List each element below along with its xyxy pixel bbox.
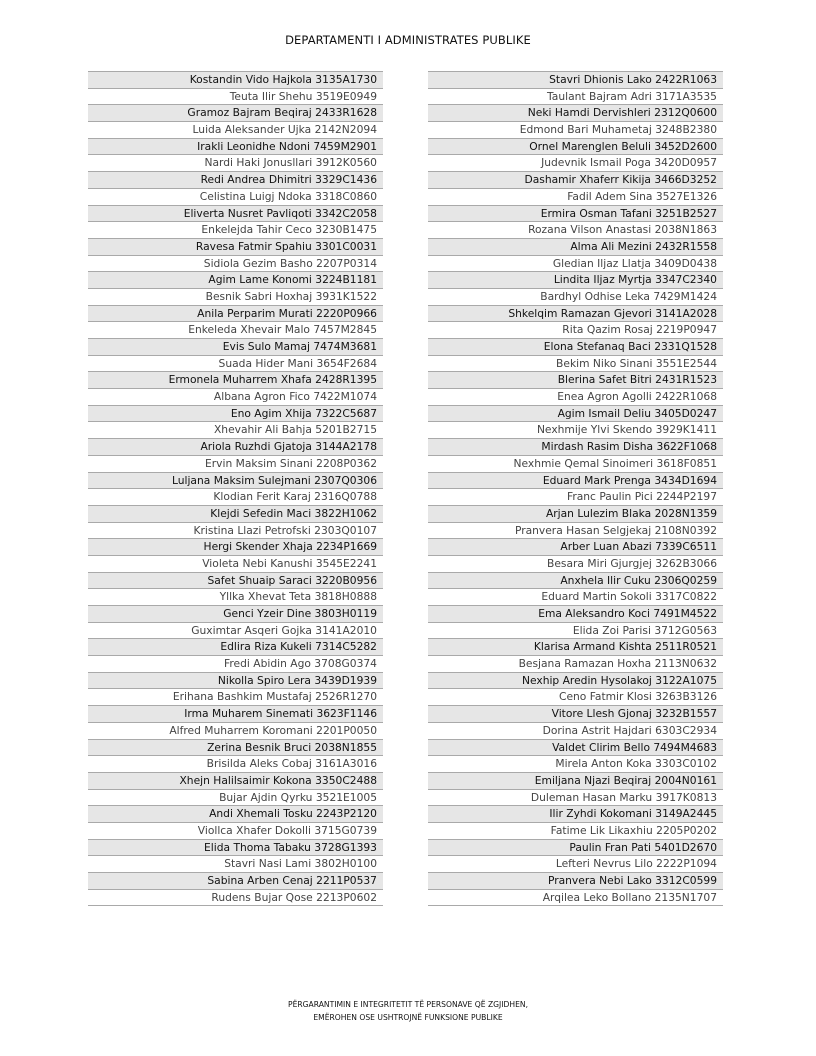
list-item: Sabina Arben Cenaj 2211P0537 <box>88 872 383 889</box>
list-item: Vitore Llesh Gjonaj 3232B1557 <box>428 705 723 722</box>
list-item: Enkelejda Tahir Ceco 3230B1475 <box>88 221 383 238</box>
list-item: Nexhmije Ylvi Skendo 3929K1411 <box>428 421 723 438</box>
list-item: Arber Luan Abazi 7339C6511 <box>428 538 723 555</box>
list-item: Agim Ismail Deliu 3405D0247 <box>428 405 723 422</box>
list-item: Besnik Sabri Hoxhaj 3931K1522 <box>88 288 383 305</box>
list-item: Evis Sulo Mamaj 7474M3681 <box>88 338 383 355</box>
list-item: Enkeleda Xhevair Malo 7457M2845 <box>88 321 383 338</box>
list-item: Ceno Fatmir Klosi 3263B3126 <box>428 688 723 705</box>
list-item: Luljana Maksim Sulejmani 2307Q0306 <box>88 472 383 489</box>
list-item: Judevnik Ismail Poga 3420D0957 <box>428 154 723 171</box>
list-item: Redi Andrea Dhimitri 3329C1436 <box>88 171 383 188</box>
list-item: Edlira Riza Kukeli 7314C5282 <box>88 638 383 655</box>
list-item: Duleman Hasan Marku 3917K0813 <box>428 789 723 806</box>
list-item: Arjan Lulezim Blaka 2028N1359 <box>428 505 723 522</box>
list-item: Dorina Astrit Hajdari 6303C2934 <box>428 722 723 739</box>
list-item: Suada Hider Mani 3654F2684 <box>88 355 383 372</box>
list-item: Elida Thoma Tabaku 3728G1393 <box>88 839 383 856</box>
list-item: Zerina Besnik Bruci 2038N1855 <box>88 739 383 756</box>
list-item: Nardi Haki Jonusllari 3912K0560 <box>88 154 383 171</box>
footer-line-2: EMËROHEN OSE USHTROJNË FUNKSIONE PUBLIKE <box>313 1012 503 1022</box>
list-item: Mirdash Rasim Disha 3622F1068 <box>428 438 723 455</box>
list-item: Ilir Zyhdi Kokomani 3149A2445 <box>428 805 723 822</box>
list-item: Nexhip Aredin Hysolakoj 3122A1075 <box>428 672 723 689</box>
list-item: Safet Shuaip Saraci 3220B0956 <box>88 572 383 589</box>
list-item: Anila Perparim Murati 2220P0966 <box>88 305 383 322</box>
list-item: Hergi Skender Xhaja 2234P1669 <box>88 538 383 555</box>
name-list-left-column <box>88 71 383 906</box>
list-item: Bujar Ajdin Qyrku 3521E1005 <box>88 789 383 806</box>
list-item: Shkelqim Ramazan Gjevori 3141A2028 <box>428 305 723 322</box>
list-item: Emiljana Njazi Beqiraj 2004N0161 <box>428 772 723 789</box>
list-item: Guximtar Asqeri Gojka 3141A2010 <box>88 622 383 639</box>
footer-line-1: PËRGARANTIMIN E INTEGRITETIT TË PERSONAVE QË ZGJIDHEN, <box>288 1000 528 1009</box>
list-item: Gledian Iljaz Llatja 3409D0438 <box>428 255 723 272</box>
list-item: Klejdi Sefedin Maci 3822H1062 <box>88 505 383 522</box>
list-item: Celistina Luigj Ndoka 3318C0860 <box>88 188 383 205</box>
list-item: Klarisa Armand Kishta 2511R0521 <box>428 638 723 655</box>
list-item: Ariola Ruzhdi Gjatoja 3144A2178 <box>88 438 383 455</box>
list-item: Violeta Nebi Kanushi 3545E2241 <box>88 555 383 572</box>
list-item: Neki Hamdi Dervishleri 2312Q0600 <box>428 104 723 121</box>
list-item: Anxhela Ilir Cuku 2306Q0259 <box>428 572 723 589</box>
list-item: Yllka Xhevat Teta 3818H0888 <box>88 588 383 605</box>
list-item: Albana Agron Fico 7422M1074 <box>88 388 383 405</box>
list-item: Irma Muharem Sinemati 3623F1146 <box>88 705 383 722</box>
list-item: Klodian Ferit Karaj 2316Q0788 <box>88 488 383 505</box>
list-item: Gramoz Bajram Beqiraj 2433R1628 <box>88 104 383 121</box>
list-item: Enea Agron Agolli 2422R1068 <box>428 388 723 405</box>
list-item: Ermonela Muharrem Xhafa 2428R1395 <box>88 371 383 388</box>
list-item: Fadil Adem Sina 3527E1326 <box>428 188 723 205</box>
list-item: Taulant Bajram Adri 3171A3535 <box>428 88 723 105</box>
name-list-right-column <box>428 71 723 906</box>
page-title: DEPARTAMENTI I ADMINISTRATES PUBLIKE <box>285 33 531 47</box>
page-footer <box>0 999 816 1024</box>
list-item: Rita Qazim Rosaj 2219P0947 <box>428 321 723 338</box>
list-item: Xhevahir Ali Bahja 5201B2715 <box>88 421 383 438</box>
list-item: Elida Zoi Parisi 3712G0563 <box>428 622 723 639</box>
list-item: Rudens Bujar Qose 2213P0602 <box>88 889 383 906</box>
list-item: Valdet Clirim Bello 7494M4683 <box>428 739 723 756</box>
list-item: Teuta Ilir Shehu 3519E0949 <box>88 88 383 105</box>
list-item: Besjana Ramazan Hoxha 2113N0632 <box>428 655 723 672</box>
list-item: Ravesa Fatmir Spahiu 3301C0031 <box>88 238 383 255</box>
column-divider <box>428 905 723 906</box>
list-item: Lindita Iljaz Myrtja 3347C2340 <box>428 271 723 288</box>
list-item: Stavri Nasi Lami 3802H0100 <box>88 855 383 872</box>
list-item: Ermira Osman Tafani 3251B2527 <box>428 205 723 222</box>
list-item: Dashamir Xhaferr Kikija 3466D3252 <box>428 171 723 188</box>
list-item: Erihana Bashkim Mustafaj 2526R1270 <box>88 688 383 705</box>
list-item: Eliverta Nusret Pavliqoti 3342C2058 <box>88 205 383 222</box>
list-item: Besara Miri Gjurgjej 3262B3066 <box>428 555 723 572</box>
list-item: Andi Xhemali Tosku 2243P2120 <box>88 805 383 822</box>
list-item: Ornel Marenglen Beluli 3452D2600 <box>428 138 723 155</box>
list-item: Nexhmie Qemal Sinoimeri 3618F0851 <box>428 455 723 472</box>
list-item: Fredi Abidin Ago 3708G0374 <box>88 655 383 672</box>
list-item: Agim Lame Konomi 3224B1181 <box>88 271 383 288</box>
list-item: Ema Aleksandro Koci 7491M4522 <box>428 605 723 622</box>
list-item: Kristina Llazi Petrofski 2303Q0107 <box>88 522 383 539</box>
list-item: Eduard Mark Prenga 3434D1694 <box>428 472 723 489</box>
list-item: Edmond Bari Muhametaj 3248B2380 <box>428 121 723 138</box>
list-item: Rozana Vilson Anastasi 2038N1863 <box>428 221 723 238</box>
list-item: Kostandin Vido Hajkola 3135A1730 <box>88 71 383 88</box>
list-item: Arqilea Leko Bollano 2135N1707 <box>428 889 723 906</box>
list-item: Elona Stefanaq Baci 2331Q1528 <box>428 338 723 355</box>
list-item: Alfred Muharrem Koromani 2201P0050 <box>88 722 383 739</box>
list-item: Brisilda Aleks Cobaj 3161A3016 <box>88 755 383 772</box>
list-item: Eduard Martin Sokoli 3317C0822 <box>428 588 723 605</box>
list-item: Bardhyl Odhise Leka 7429M1424 <box>428 288 723 305</box>
list-item: Paulin Fran Pati 5401D2670 <box>428 839 723 856</box>
list-item: Sidiola Gezim Basho 2207P0314 <box>88 255 383 272</box>
list-item: Viollca Xhafer Dokolli 3715G0739 <box>88 822 383 839</box>
column-divider <box>88 905 383 906</box>
list-item: Eno Agim Xhija 7322C5687 <box>88 405 383 422</box>
list-item: Ervin Maksim Sinani 2208P0362 <box>88 455 383 472</box>
list-item: Nikolla Spiro Lera 3439D1939 <box>88 672 383 689</box>
list-item: Franc Paulin Pici 2244P2197 <box>428 488 723 505</box>
list-item: Fatime Lik Likaxhiu 2205P0202 <box>428 822 723 839</box>
list-item: Stavri Dhionis Lako 2422R1063 <box>428 71 723 88</box>
list-item: Irakli Leonidhe Ndoni 7459M2901 <box>88 138 383 155</box>
list-item: Mirela Anton Koka 3303C0102 <box>428 755 723 772</box>
list-item: Luida Aleksander Ujka 2142N2094 <box>88 121 383 138</box>
list-item: Bekim Niko Sinani 3551E2544 <box>428 355 723 372</box>
list-item: Pranvera Hasan Selgjekaj 2108N0392 <box>428 522 723 539</box>
list-item: Xhejn Halilsaimir Kokona 3350C2488 <box>88 772 383 789</box>
list-item: Blerina Safet Bitri 2431R1523 <box>428 371 723 388</box>
list-item: Lefteri Nevrus Lilo 2222P1094 <box>428 855 723 872</box>
list-item: Genci Yzeir Dine 3803H0119 <box>88 605 383 622</box>
list-item: Alma Ali Mezini 2432R1558 <box>428 238 723 255</box>
list-item: Pranvera Nebi Lako 3312C0599 <box>428 872 723 889</box>
